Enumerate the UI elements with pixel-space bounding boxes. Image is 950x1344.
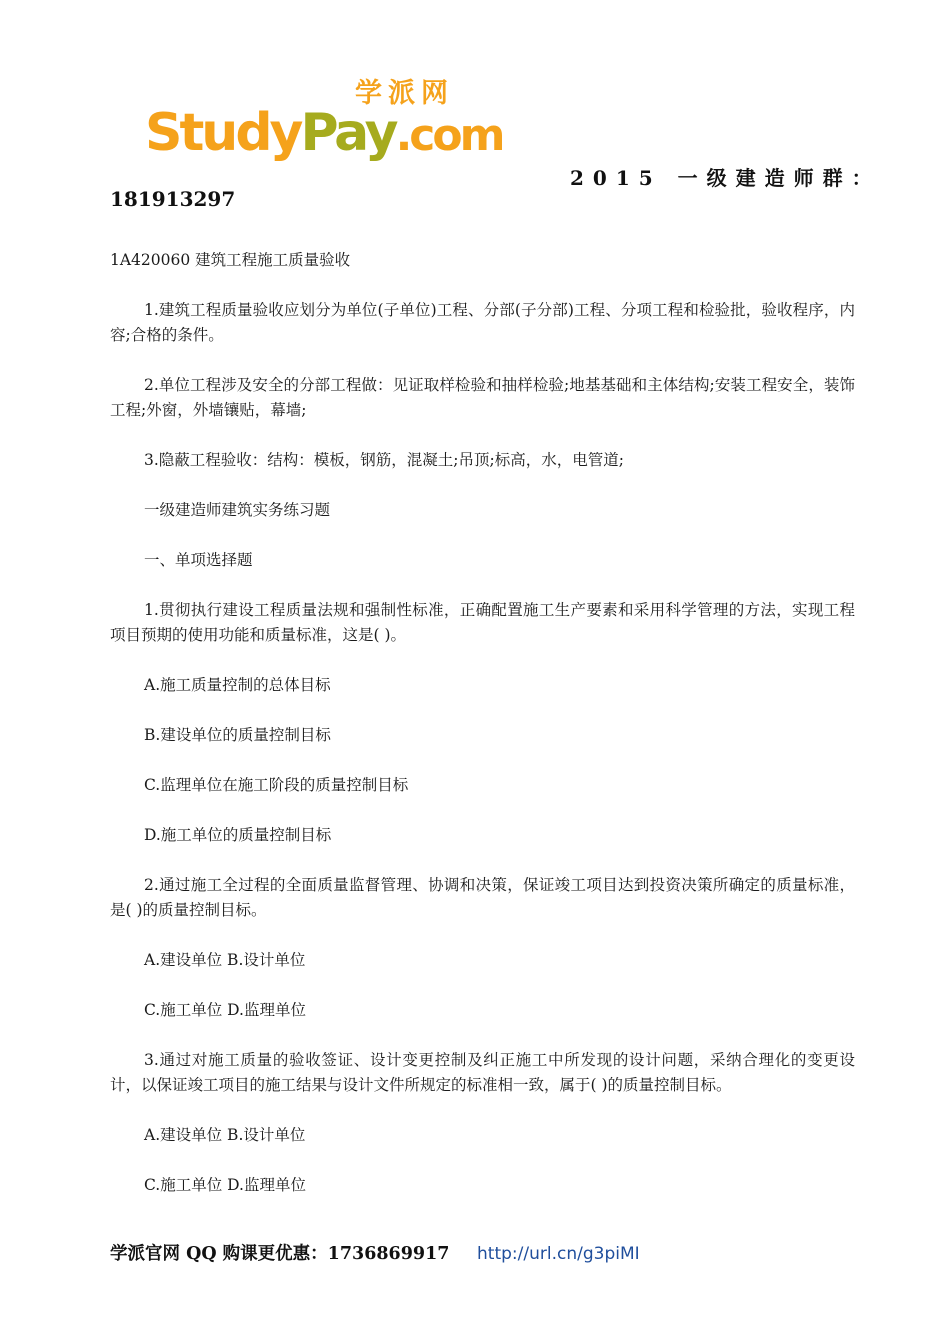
answer-option: C.施工单位 D.监理单位 — [144, 1176, 306, 1194]
question: 3.通过对施工质量的验收签证、设计变更控制及纠正施工中所发现的设计问题，采纳合理化的变更设计，以保证竣工项目的施工结果与设计文件所规定的标准相一致，属于( )的质量控制目标。 — [110, 1051, 855, 1094]
answer-option: A.施工质量控制的总体目标 — [144, 676, 331, 694]
section-heading: 一级建造师建筑实务练习题 — [144, 501, 331, 519]
question: 2.通过施工全过程的全面质量监督管理、协调和决策，保证竣工项目达到投资决策所确定的质量标准，是( )的质量控制目标。 — [110, 876, 855, 919]
qq-group-number: 181913297 — [110, 187, 236, 211]
answer-option: A.建设单位 B.设计单位 — [144, 1126, 306, 1144]
answer-option: D.施工单位的质量控制目标 — [144, 826, 332, 844]
paragraph: 1.建筑工程质量验收应划分为单位(子单位)工程、分部(子分部)工程、分项工程和检验批，验收程序，内容;合格的条件。 — [110, 301, 855, 344]
section-heading: 一、单项选择题 — [144, 551, 253, 569]
answer-option: A.建设单位 B.设计单位 — [144, 951, 306, 969]
answer-option: B.建设单位的质量控制目标 — [144, 726, 331, 744]
footer-qq-text: 学派官网 QQ 购课更优惠：1736869917 — [110, 1244, 450, 1264]
question: 1.贯彻执行建设工程质量法规和强制性标准，正确配置施工生产要素和采用科学管理的方法，实现工程项目预期的使用功能和质量标准，这是( )。 — [110, 601, 855, 644]
answer-option: C.施工单位 D.监理单位 — [144, 1001, 306, 1019]
qq-group-label: 2015 一级建造师群： — [570, 166, 881, 190]
paragraph: 1A420060 建筑工程施工质量验收 — [110, 251, 351, 269]
paragraph: 3.隐蔽工程验收：结构：模板，钢筋，混凝土;吊顶;标高，水，电管道; — [144, 451, 624, 469]
logo-brand-text: StudyPay.com — [145, 103, 503, 163]
paragraph: 2.单位工程涉及安全的分部工程做：见证取样检验和抽样检验;地基基础和主体结构;安装工程安全，装饰工程;外窗，外墙镶贴，幕墙; — [110, 376, 855, 419]
footer — [110, 1240, 640, 1265]
footer-link[interactable]: http://url.cn/g3piMI — [477, 1244, 640, 1264]
logo-cn-text: 学派网 — [355, 78, 454, 109]
studypay-logo — [143, 72, 538, 167]
document-body — [110, 248, 855, 1223]
answer-option: C.监理单位在施工阶段的质量控制目标 — [144, 776, 409, 794]
